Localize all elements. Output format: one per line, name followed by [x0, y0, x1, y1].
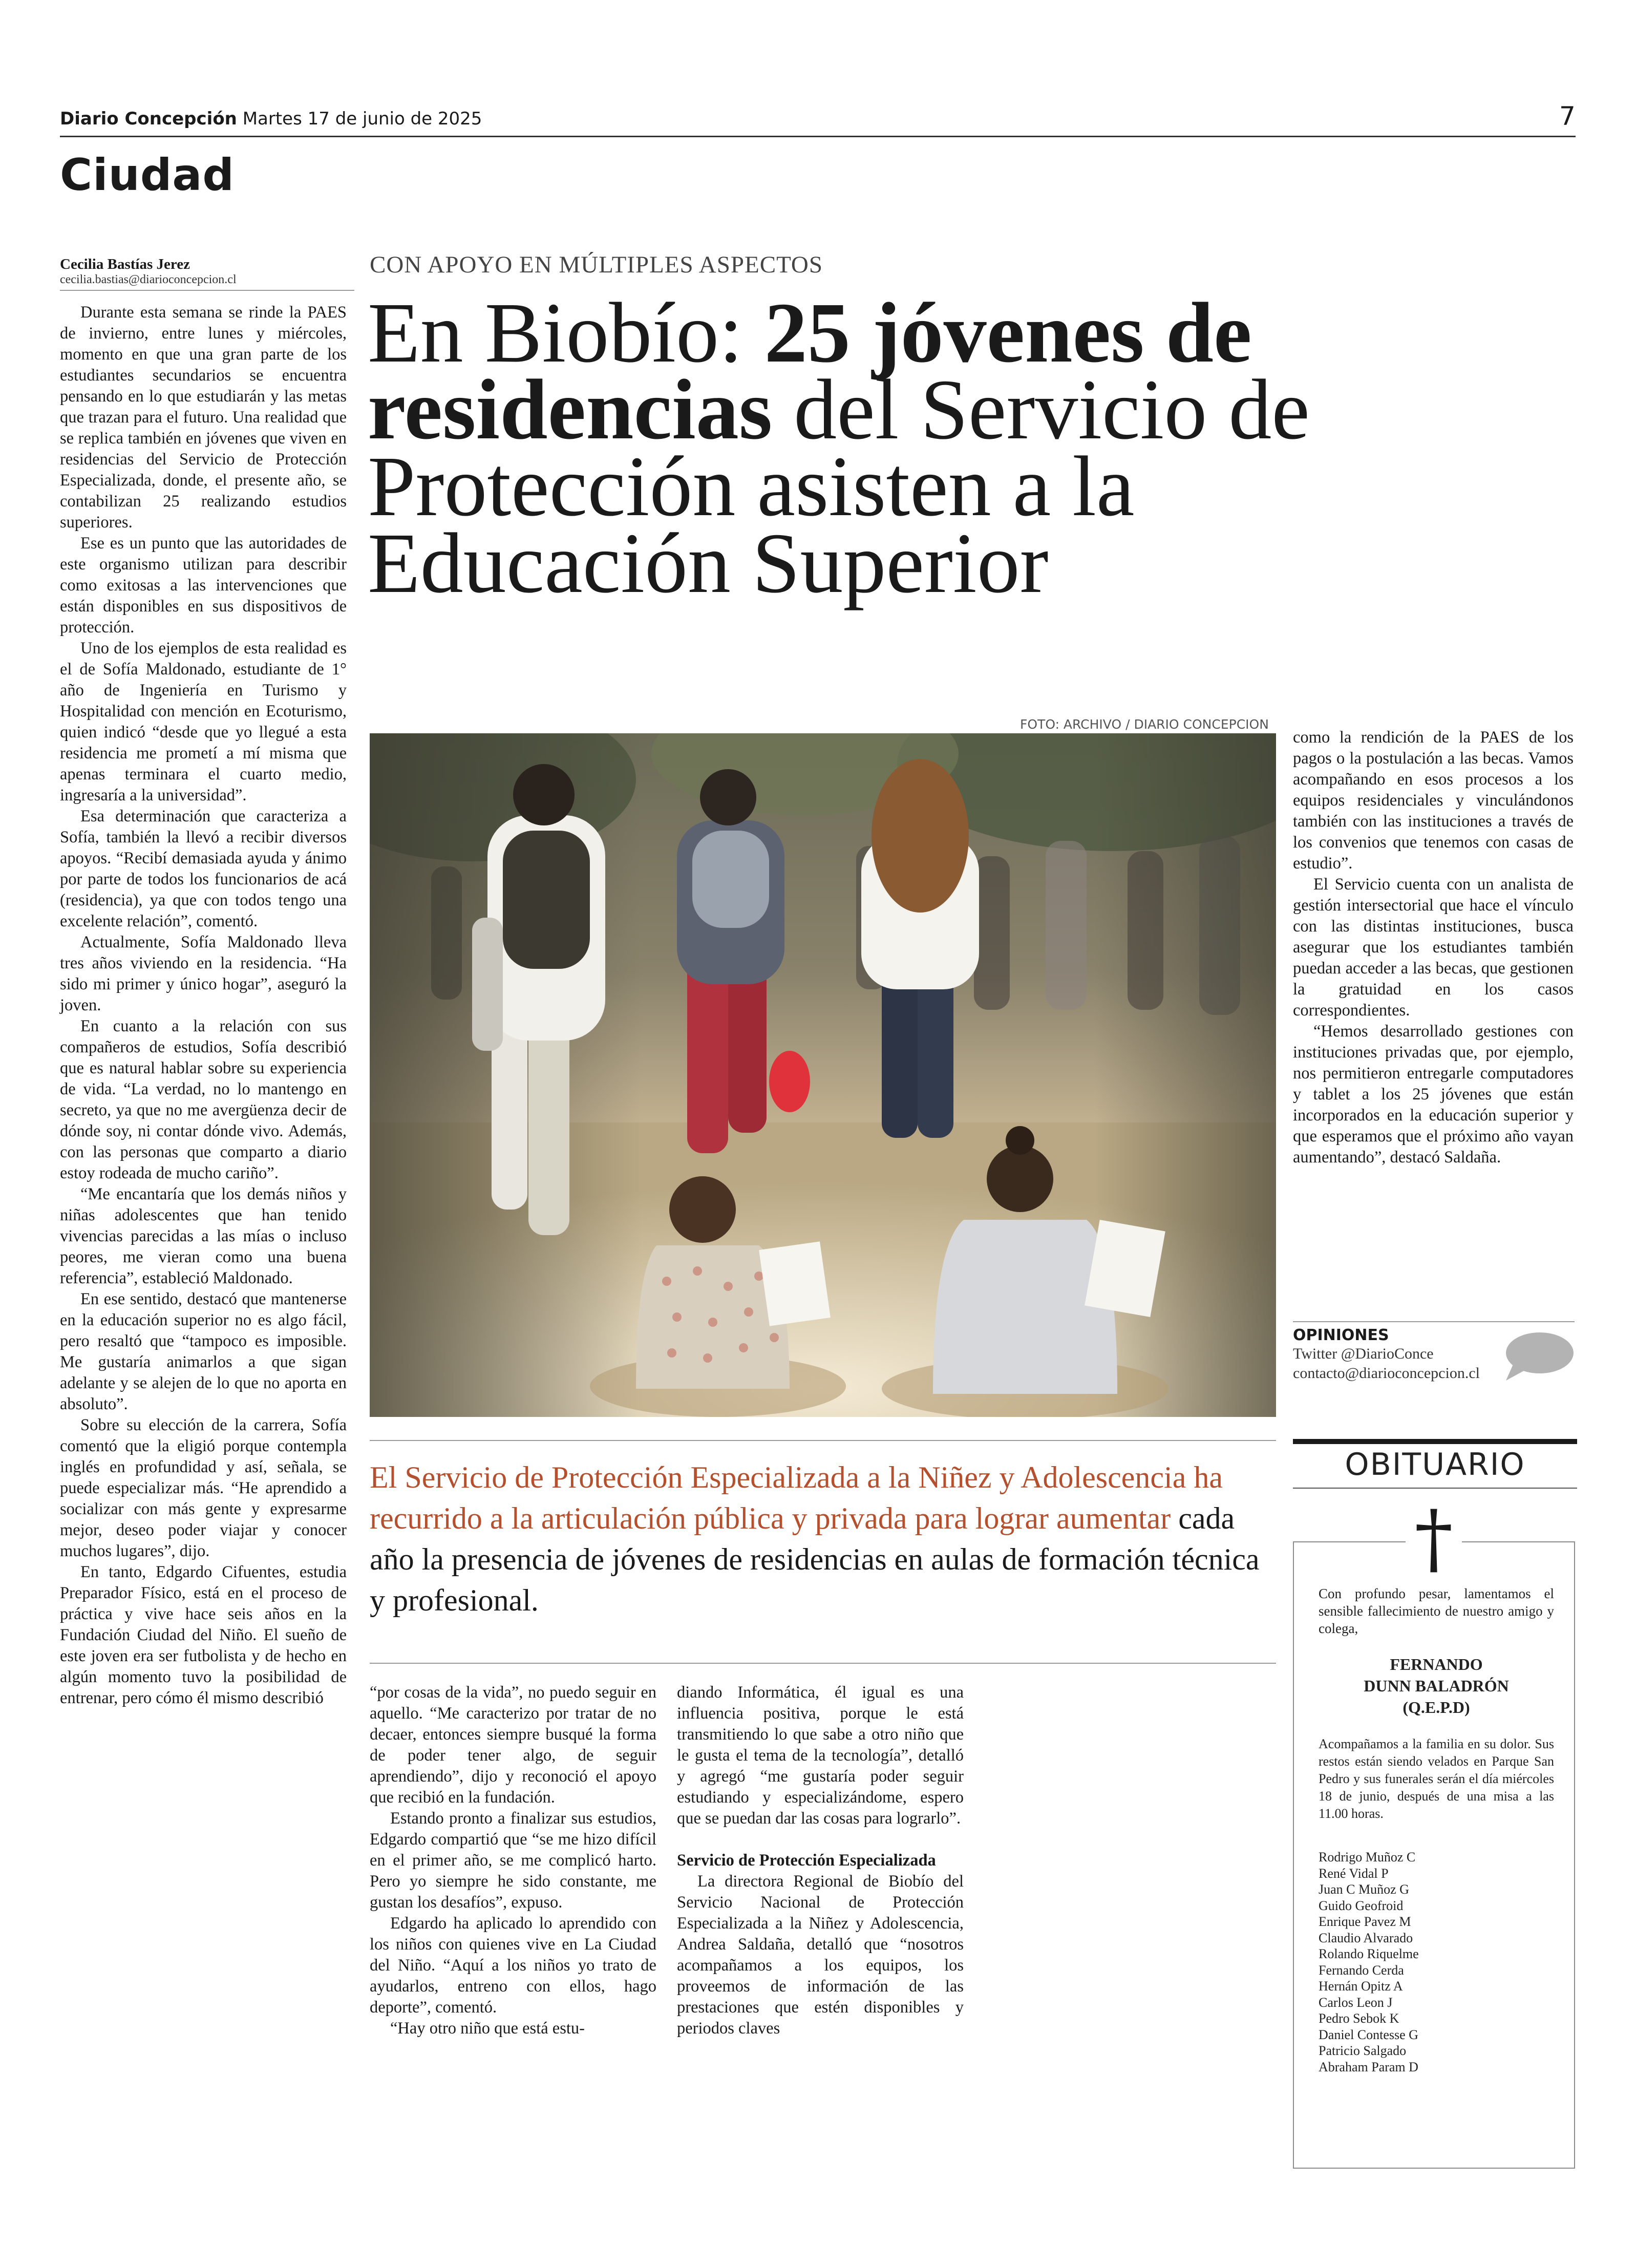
paragraph: Uno de los ejemplos de esta realidad es el de Sofía Maldonado, estudiante de 1° año de Ingeniería en Turismo y Hospitalidad con mención en Ecoturismo, quien indicó “desde que yo llegué a esta residencia me prometí a mí misma que apenas terminara el cuarto medio, ingresaría a la universidad”.	[60, 639, 347, 804]
signer: Rodrigo Muñoz C	[1319, 1850, 1416, 1864]
section-title: Ciudad	[60, 150, 235, 201]
headline-bold: 25 jóvenes de residencias	[368, 285, 1252, 457]
paragraph: como la rendición de la PAES de los pagos o la postulación a las becas. Vamos acompañando en esos procesos a los equipos residenciales y vinculándonos también con las instituciones a través de los convenios que tenemos con casas de estudio”.	[1293, 728, 1574, 873]
pullquote-rest: cada año la presencia de jóvenes de residencias en aulas de formación técnica y profesional.	[370, 1501, 1260, 1617]
opinions-email: contacto@diarioconcepcion.cl	[1293, 1365, 1480, 1382]
paragraph: “por cosas de la vida”, no puedo seguir en aquello. “Me caracterizo por tratar de no decaer, entonces siempre busqué la forma de poder tener algo, de seguir aprendiendo”, dijo y reconoció el apoyo que recibió en la fundación.	[370, 1683, 656, 1807]
signer: Juan C Muñoz G	[1319, 1882, 1409, 1897]
cross-icon: †	[1406, 1498, 1462, 1580]
signer: Rolando Riquelme	[1319, 1946, 1419, 1961]
author-email: cecilia.bastias@diarioconcepcion.cl	[60, 273, 237, 286]
paragraph: “Hemos desarrollado gestiones con instituciones privadas que, por ejemplo, nos permitieron entregarle computadores y tablet a los 25 jóvenes que están incorporados en la educación superior y que esperamos que el próximo año vayan aumentando”, destacó Saldaña.	[1293, 1022, 1574, 1167]
paragraph: Actualmente, Sofía Maldonado lleva tres años viviendo en la residencia. “Ha sido mi primer y único hogar”, aseguró la joven.	[60, 933, 347, 1014]
signer: Daniel Contesse G	[1319, 2027, 1418, 2042]
headline-part-1: En Biobío:	[368, 285, 764, 380]
obituary-content	[1319, 1585, 1554, 2075]
paragraph: El Servicio cuenta con un analista de gestión intersectorial que hace el vínculo con las distintas instituciones, busca asegurar que los estudiantes también puedan acceder a las becas, que gestionen la gratuidad en los casos correspondientes.	[1293, 875, 1574, 1020]
masthead-rule	[60, 136, 1576, 137]
page-number: 7	[1559, 101, 1576, 131]
obituary-name-last: DUNN BALADRÓN	[1364, 1677, 1509, 1695]
paper-name: Diario Concepción	[60, 109, 237, 129]
headline-part-2: del Servicio de Protección asisten a la Educación Superior	[368, 362, 1310, 611]
signer: René Vidal P	[1319, 1866, 1389, 1881]
subheading: Servicio de Protección Especializada	[677, 1851, 936, 1870]
headline	[368, 285, 1402, 611]
signer: Enrique Pavez M	[1319, 1914, 1411, 1929]
paragraph: Estando pronto a finalizar sus estudios, Edgardo compartió que “se me hizo difícil en el primer año, se me complicó harto. Pero yo siempre he sido constante, me gustan los desafíos”, expuso.	[370, 1809, 656, 1912]
paragraph: Sobre su elección de la carrera, Sofía comentó que la eligió porque contempla inglés en profundidad y así, señala, se puede especializar más. “He aprendido a socializar con más gente y expresarme mejor, deseo poder viajar y conocer muchos lugares”, dijo.	[60, 1416, 347, 1560]
pullquote-top-rule	[370, 1440, 1276, 1441]
obituary-top-bar	[1293, 1439, 1577, 1444]
opinions-twitter: Twitter @DiarioConce	[1293, 1345, 1434, 1362]
signer: Fernando Cerda	[1319, 1962, 1404, 1978]
pullquote-highlight: El Servicio de Protección Especializada a la Niñez y Adolescencia ha recurrido a la articulación pública y privada para lograr aumentar	[370, 1460, 1223, 1535]
signer: Guido Geofroid	[1319, 1898, 1404, 1913]
opinions-rule	[1293, 1321, 1575, 1322]
speech-bubble-icon	[1503, 1331, 1575, 1385]
byline-rule	[60, 290, 354, 291]
signer: Pedro Sebok K	[1319, 2011, 1399, 2026]
obituary-intro: Con profundo pesar, lamentamos el sensible fallecimiento de nuestro amigo y colega,	[1319, 1586, 1554, 1636]
signer: Claudio Alvarado	[1319, 1930, 1413, 1945]
author-name: Cecilia Bastías Jerez	[60, 256, 190, 272]
masthead	[60, 109, 482, 129]
paragraph: “Me encantaría que los demás niños y niñas adolescentes que han tenido vivencias parecidas a las mías o incluso peores, me vieran como una buena referencia”, estableció Maldonado.	[60, 1185, 347, 1287]
students-photo	[370, 733, 1276, 1417]
paragraph: La directora Regional de Biobío del Servicio Nacional de Protección Especializada a la Niñez y Adolescencia, Andrea Saldaña, detalló que “nosotros acompañamos a los equipos, los proveemos de información de las prestaciones que estén disponibles y periodos claves	[677, 1872, 964, 2038]
article-column-1	[60, 302, 347, 1709]
paragraph: diando Informática, él igual es una influencia positiva, porque le está transmitiendo lo que sabe a otro niño que le gusta el tema de la tecnología”, detalló y agregó “me gustaría poder seguir estudiando y especializándome, espero que se puedan dar las cosas para lograrlo”.	[677, 1683, 964, 1828]
paragraph: En ese sentido, destacó que mantenerse en la educación superior no es algo fácil, pero resaltó que “tampoco es imposible. Me gustaría animarlos a que sigan adelante y se alejen de lo que no aporta en absoluto”.	[60, 1290, 347, 1413]
article-column-3	[677, 1682, 964, 2039]
obituary-message: Acompañamos a la familia en su dolor. Sus restos están siendo velados en Parque San Pedro y sus funerales serán el día miércoles 18 de junio, después de una misa a las 11.00 horas.	[1319, 1736, 1554, 1821]
paragraph: En tanto, Edgardo Cifuentes, estudia Preparador Físico, está en el proceso de práctica y vive hace seis años en la Fundación Ciudad del Niño. El sueño de este joven era ser futbolista y de hecho en algún momento tuvo la posibilidad de entrenar, pero cómo él mismo describió	[60, 1563, 347, 1707]
obituary-name-first: FERNANDO	[1390, 1655, 1483, 1673]
paragraph: Durante esta semana se rinde la PAES de invierno, entre lunes y miércoles, momento en que una gran parte de los estudiantes secundarios se encuentra pensando en lo que estudiarán y las metas que trazan para el futuro. Una realidad que se replica también en jóvenes que viven en residencias del Servicio de Protección Especializada, donde, el presente año, se contabilizan 25 realizando estudios superiores.	[60, 303, 347, 532]
paragraph: Esa determinación que caracteriza a Sofía, también la llevó a recibir diversos apoyos. “Recibí demasiada ayuda y ánimo por parte de todos los funcionarios de acá (residencia), ya que con todos tengo una excelente relación”, comentó.	[60, 807, 347, 930]
signer: Carlos Leon J	[1319, 1995, 1393, 2010]
article-column-4	[1293, 727, 1574, 1168]
obituary-name	[1319, 1654, 1554, 1718]
byline	[60, 256, 354, 291]
paragraph: En cuanto a la relación con sus compañeros de estudios, Sofía describió que es natural hablar sobre su experiencia de vida. “La verdad, no lo mantengo en secreto, ya que no me avergüenza decir de dónde soy, ni contar dónde vivo. Además, con las personas que comparto a diario estoy rodeada de mucho cariño”.	[60, 1017, 347, 1182]
obituary-heading: OBITUARIO	[1345, 1447, 1525, 1482]
kicker: CON APOYO EN MÚLTIPLES ASPECTOS	[370, 251, 823, 278]
signer: Patricio Salgado	[1319, 2043, 1407, 2058]
obituary-signers	[1319, 1849, 1554, 2075]
pullquote-bottom-rule	[370, 1663, 1276, 1664]
pullquote	[370, 1457, 1281, 1621]
obituary-qepd: (Q.E.P.D)	[1403, 1698, 1470, 1716]
obituary-heading-rule	[1293, 1488, 1577, 1489]
article-photo	[370, 733, 1276, 1417]
signer: Hernán Opitz A	[1319, 1979, 1403, 1994]
paragraph: “Hay otro niño que está estu-	[390, 2019, 585, 2038]
article-column-2	[370, 1682, 656, 2039]
paragraph: Ese es un punto que las autoridades de este organismo utilizan para describir como exitosas a las intervenciones que están disponibles en sus dispositivos de protección.	[60, 534, 347, 637]
opinions-heading: OPINIONES	[1293, 1326, 1389, 1344]
signer: Abraham Param D	[1319, 2059, 1418, 2074]
paragraph: Edgardo ha aplicado lo aprendido con los niños con quienes vive en La Ciudad del Niño. “Aquí a los niños yo trato de ayudarlos, entreno con ellos, hago deporte”, comentó.	[370, 1914, 656, 2017]
issue-date: Martes 17 de junio de 2025	[242, 109, 482, 129]
photo-credit: FOTO: ARCHIVO / DIARIO CONCEPCION	[1020, 717, 1269, 732]
